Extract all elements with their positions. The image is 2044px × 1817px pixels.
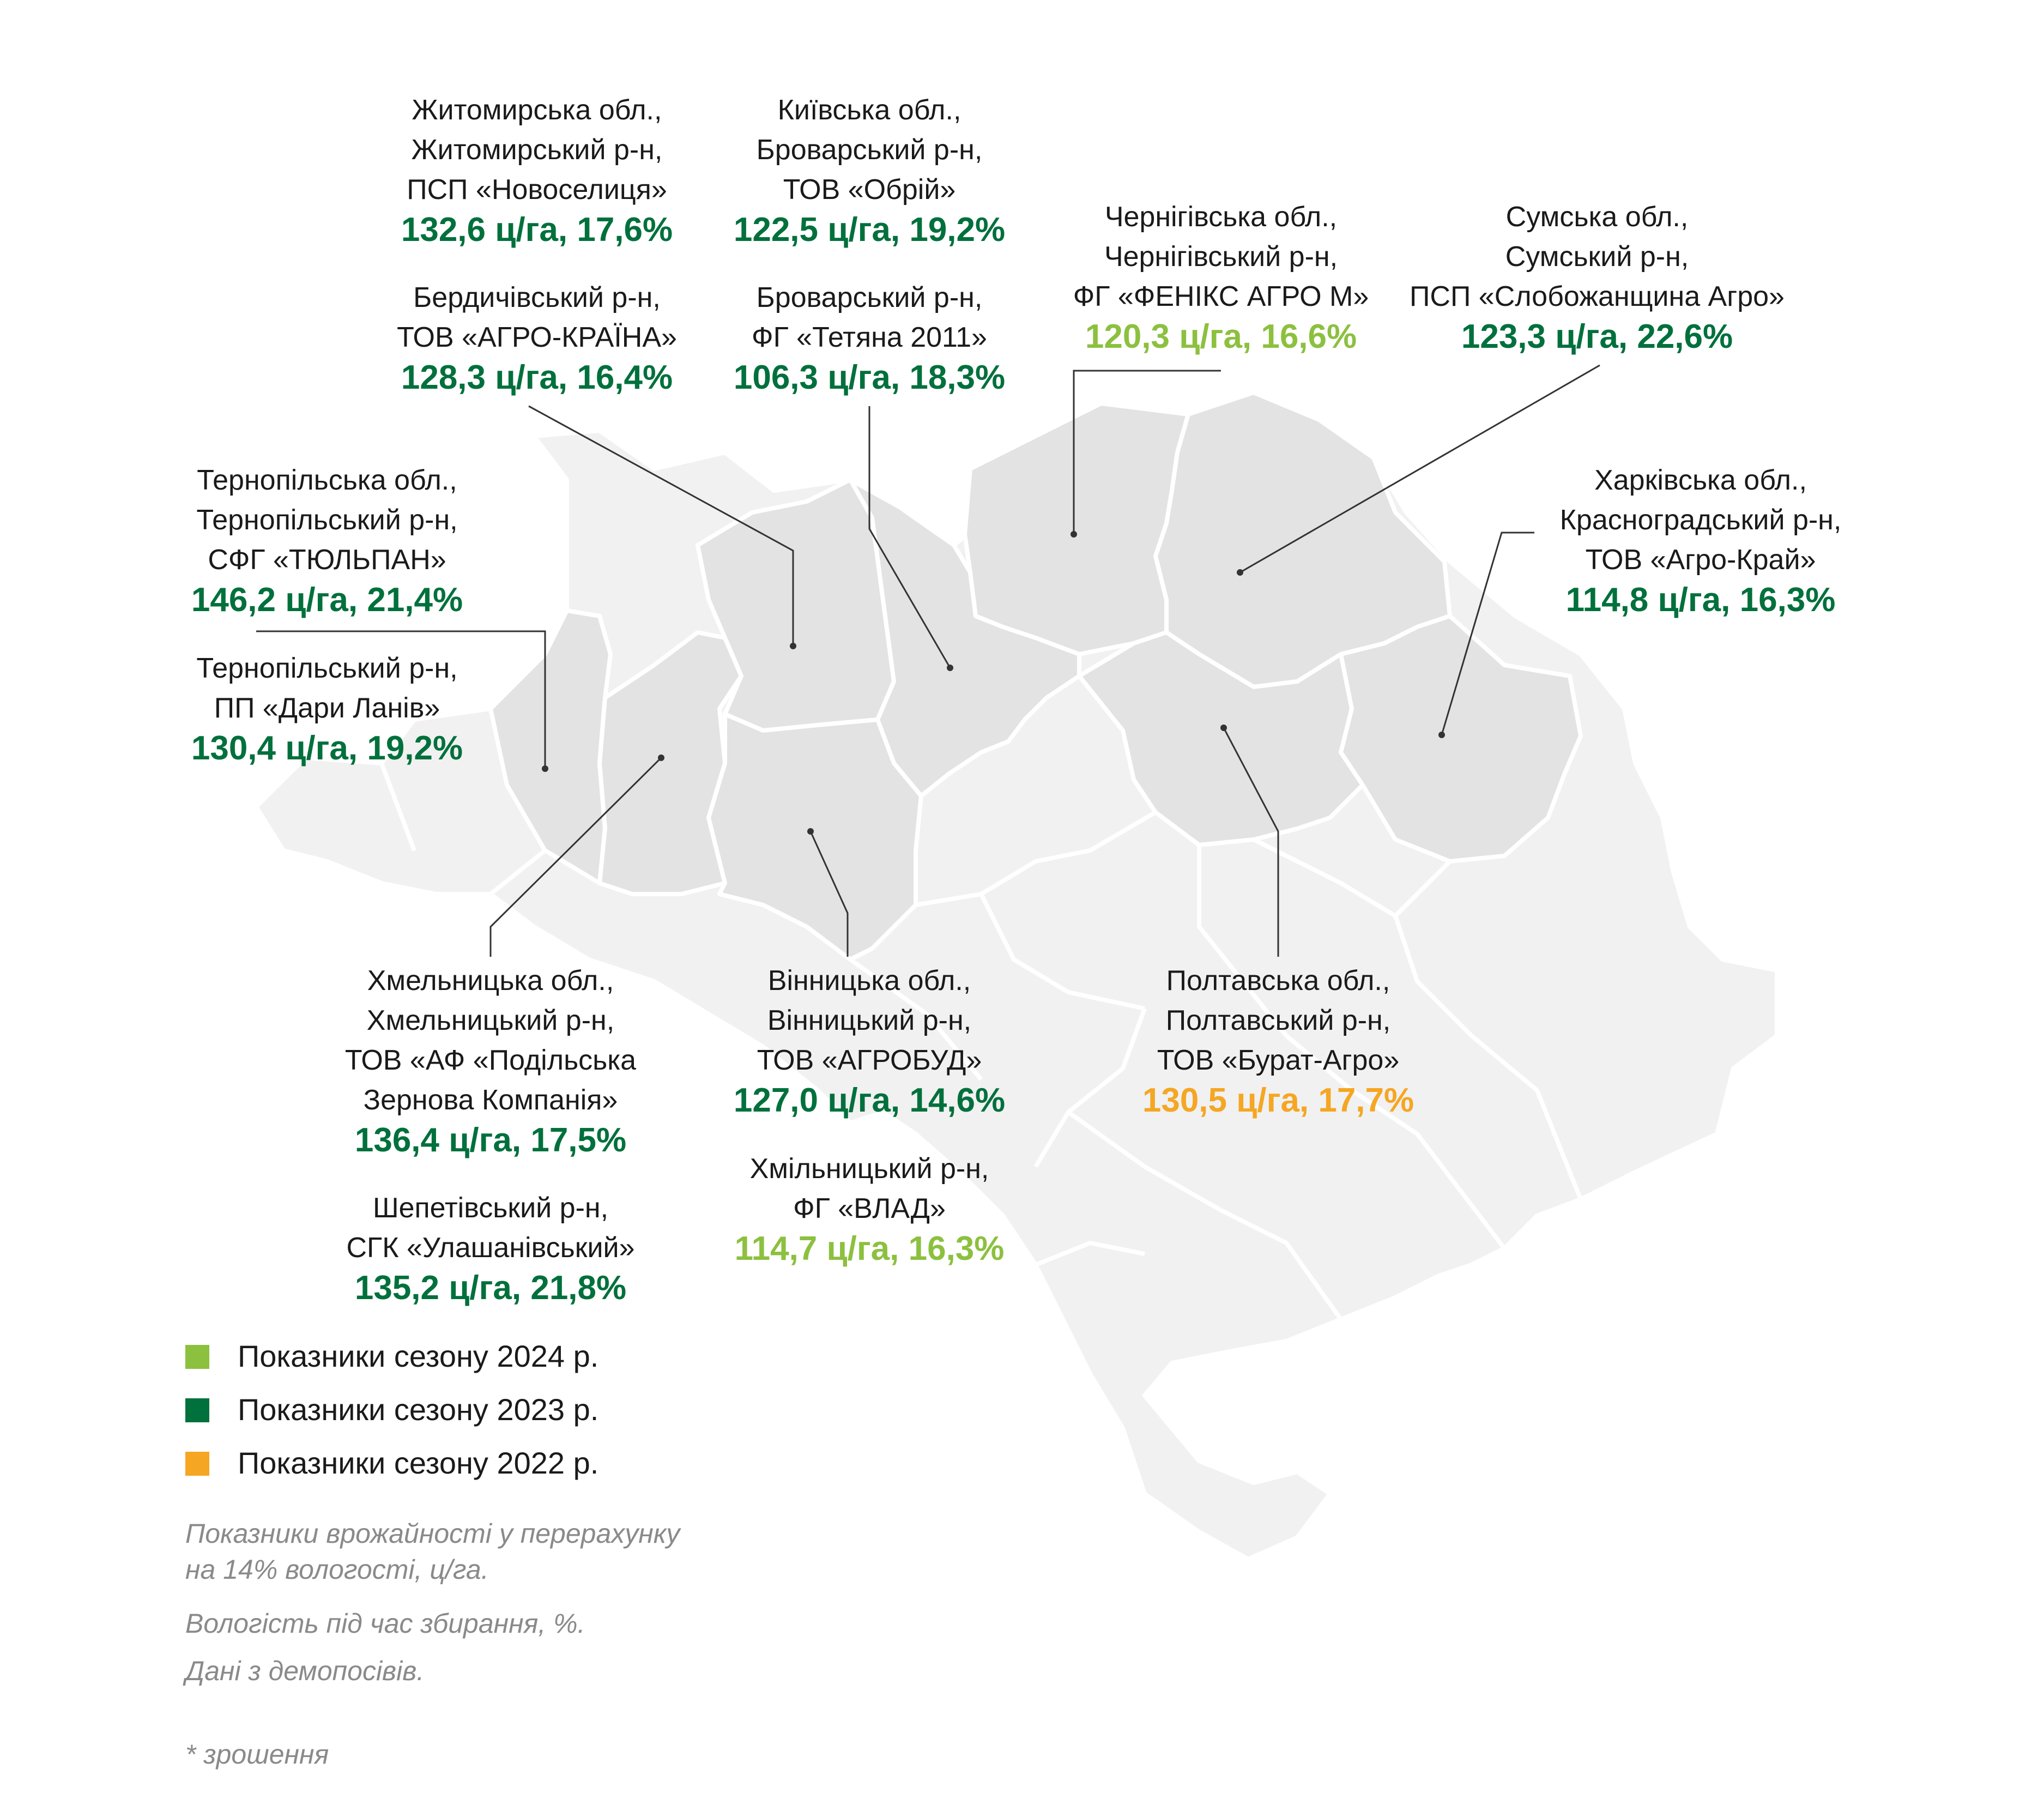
- note-source: Дані з демопосівів.: [185, 1656, 425, 1686]
- label-line: Шепетівський р-н,: [372, 1192, 609, 1224]
- dot-zhytomyr: [790, 643, 796, 649]
- dot-poltava: [1220, 725, 1227, 731]
- legend-label-2024: Показники сезону 2024 р.: [238, 1339, 599, 1373]
- label-line: Вінницький р-н,: [767, 1005, 972, 1036]
- label-line: ТОВ «Бурат-Агро»: [1157, 1045, 1400, 1076]
- label-chernihiv-feniks: [1057, 197, 1384, 357]
- leader-khmelnytskyi: [491, 758, 661, 957]
- label-value: 128,3 ц/га, 16,4%: [401, 359, 673, 396]
- dot-ternopil: [542, 765, 548, 772]
- label-line: ТОВ «АГРО-КРАЇНА»: [397, 322, 677, 353]
- label-line: ТОВ «АГРОБУД»: [757, 1045, 982, 1076]
- label-line: Броварський р-н,: [756, 282, 983, 313]
- label-poltava-burat-agro: [1109, 961, 1447, 1120]
- leader-kyiv: [869, 406, 950, 668]
- label-line: Житомирська обл.,: [412, 94, 662, 126]
- label-value: 130,5 ц/га, 17,7%: [1142, 1082, 1414, 1119]
- label-value: 135,2 ц/га, 21,8%: [354, 1269, 627, 1307]
- label-value: 114,7 ц/га, 16,3%: [734, 1230, 1005, 1267]
- leader-vinnytsia: [811, 831, 848, 957]
- note-footnote-irrigation: * зрошення: [185, 1739, 329, 1770]
- label-line: ПСП «Новоселиця»: [407, 174, 667, 206]
- label-line: ТОВ «АФ «Подільська: [344, 1045, 637, 1076]
- label-line: СГК «Улашанівський»: [346, 1232, 635, 1264]
- label-value: 146,2 ц/га, 21,4%: [191, 581, 463, 619]
- legend-swatch-2023: [185, 1398, 209, 1422]
- label-value: 127,0 ц/га, 14,6%: [733, 1082, 1006, 1119]
- label-line: Сумський р-н,: [1505, 241, 1689, 273]
- label-line: Бердичівський р-н,: [413, 282, 661, 313]
- label-line: ФГ «ВЛАД»: [793, 1193, 946, 1224]
- leader-zhytomyr: [529, 406, 793, 646]
- leader-poltava: [1224, 728, 1278, 957]
- dot-vinnytsia: [807, 828, 814, 835]
- label-line: ПП «Дари Ланів»: [214, 692, 440, 724]
- label-kyiv-obrii: [706, 90, 1033, 250]
- label-line: Тернопільський р-н,: [196, 504, 458, 536]
- label-ternopil-tiulpan: [164, 461, 491, 620]
- label-line: ПСП «Слобожанщина Агро»: [1410, 281, 1785, 312]
- label-line: Хмільницький р-н,: [749, 1153, 989, 1185]
- label-shepetivka-ulashanivskyi: [327, 1188, 654, 1308]
- label-line: Красноградський р-н,: [1559, 504, 1842, 536]
- dot-kyiv: [947, 665, 953, 671]
- label-line: Тернопільський р-н,: [196, 653, 458, 684]
- dot-sumy: [1237, 569, 1243, 576]
- dot-khmelnytskyi: [658, 754, 664, 761]
- label-value: 132,6 ц/га, 17,6%: [401, 211, 673, 249]
- label-ternopil-dary-laniv: [164, 649, 491, 768]
- label-line: Сумська обл.,: [1505, 201, 1689, 233]
- label-line: Хмельницька обл.,: [367, 965, 614, 997]
- label-kharkiv-agro-krai: [1523, 461, 1878, 620]
- label-line: ФГ «ФЕНІКС АГРО М»: [1073, 281, 1369, 312]
- legend-swatch-2024: [185, 1345, 209, 1369]
- label-line: Харківська обл.,: [1594, 464, 1807, 496]
- note-yield-line2: на 14% вологості, ц/га.: [185, 1554, 489, 1585]
- label-line: Вінницька обл.,: [767, 965, 971, 997]
- label-line: ФГ «Тетяна 2011»: [752, 322, 987, 353]
- label-line: Полтавський р-н,: [1165, 1005, 1391, 1036]
- note-moisture: Вологість під час збирання, %.: [185, 1608, 585, 1639]
- label-vinnytsia-agrobud: [706, 961, 1033, 1120]
- label-value: 123,3 ц/га, 22,6%: [1461, 318, 1733, 355]
- dot-chernihiv: [1071, 531, 1077, 538]
- label-line: Броварський р-н,: [756, 134, 983, 166]
- label-line: Хмельницький р-н,: [366, 1005, 615, 1036]
- label-zhytomyr-novoselytsia: [373, 90, 700, 250]
- label-line: Чернігівська обл.,: [1104, 201, 1338, 233]
- label-khmelnytskyi-podilska: [327, 961, 654, 1160]
- legend-swatch-2022: [185, 1452, 209, 1476]
- label-line: Житомирський р-н,: [411, 134, 663, 166]
- label-value: 114,8 ц/га, 16,3%: [1565, 581, 1836, 619]
- label-line: Тернопільська обл.,: [197, 464, 457, 496]
- label-line: Зернова Компанія»: [363, 1084, 618, 1116]
- note-yield-line1: Показники врожайності у перерахунку: [185, 1518, 680, 1549]
- label-line: Чернігівський р-н,: [1104, 241, 1338, 273]
- label-line: ТОВ «Обрій»: [783, 174, 956, 206]
- legend-label-2023: Показники сезону 2023 р.: [238, 1392, 599, 1427]
- label-khmilnyk-vlad: [706, 1149, 1033, 1269]
- label-value: 136,4 ц/га, 17,5%: [354, 1121, 627, 1159]
- label-value: 130,4 ц/га, 19,2%: [191, 729, 463, 767]
- label-value: 106,3 ц/га, 18,3%: [733, 359, 1006, 396]
- label-value: 120,3 ц/га, 16,6%: [1085, 318, 1357, 355]
- dot-kharkiv: [1438, 732, 1445, 738]
- label-berdychiv-agro-kraina: [373, 278, 700, 397]
- label-brovary-tetiana: [706, 278, 1033, 397]
- label-value: 122,5 ц/га, 19,2%: [733, 211, 1006, 249]
- label-line: Київська обл.,: [777, 94, 961, 126]
- label-line: ТОВ «Агро-Край»: [1585, 544, 1816, 576]
- label-line: СФГ «ТЮЛЬПАН»: [208, 544, 446, 576]
- label-line: Полтавська обл.,: [1166, 965, 1390, 997]
- legend-label-2022: Показники сезону 2022 р.: [238, 1446, 599, 1480]
- label-sumy-slobozhanshchyna: [1379, 197, 1815, 357]
- leader-kharkiv: [1442, 533, 1534, 735]
- leader-chernihiv: [1074, 371, 1221, 534]
